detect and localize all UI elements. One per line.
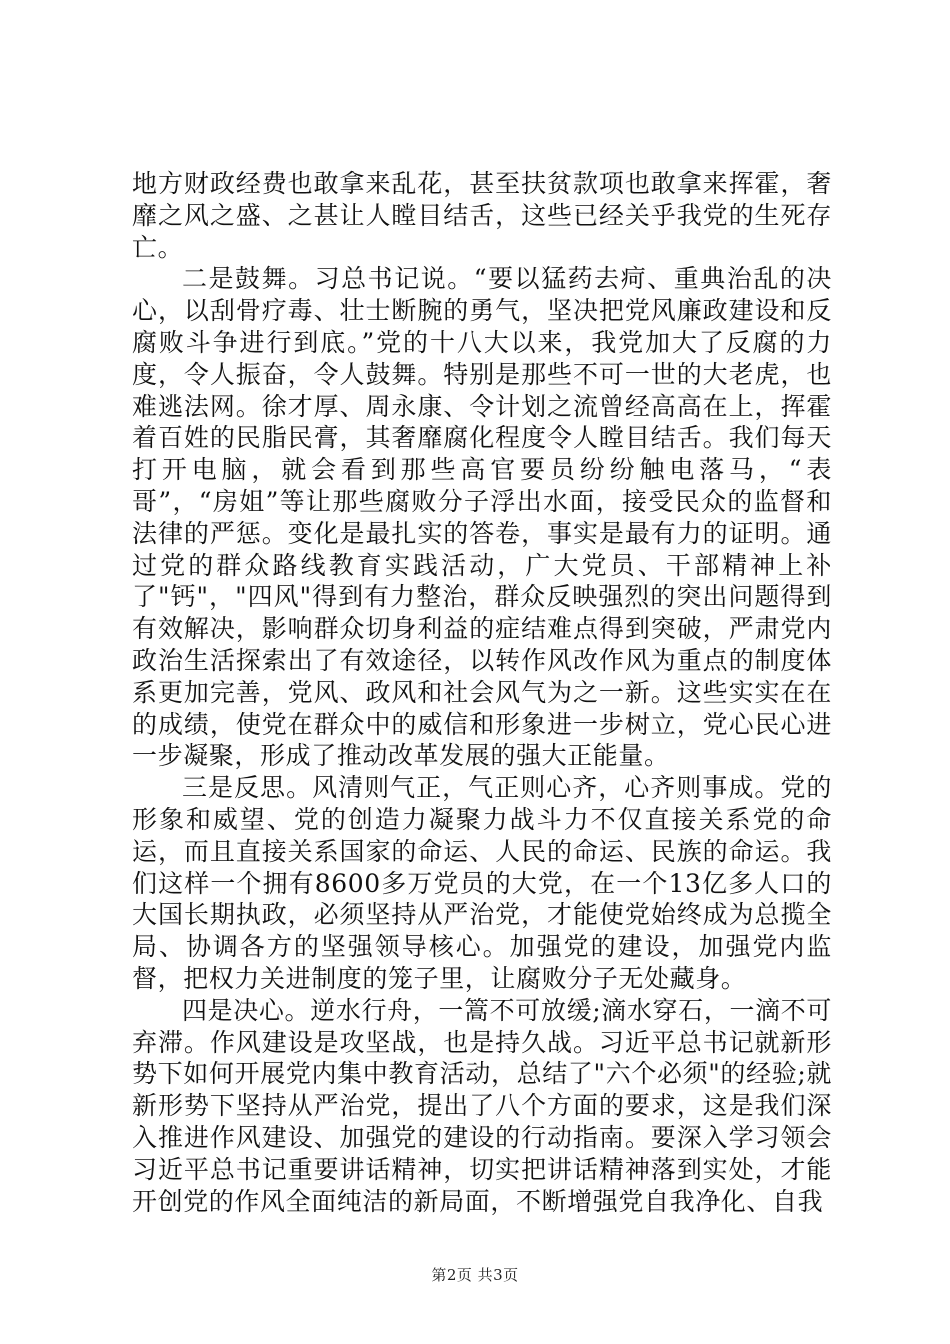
paragraph-continuation: 地方财政经费也敢拿来乱花，甚至扶贫款项也敢拿来挥霍，奢靡之风之盛、之甚让人瞠目结舌，这些已经关乎我党的生死存亡。 xyxy=(132,169,832,262)
document-body xyxy=(132,168,832,1217)
paragraph-encouragement: 二是鼓舞。习总书记说。“要以猛药去疴、重典治乱的决心，以刮骨疗毒、壮士断腕的勇气，坚决把党风廉政建设和反腐败斗争进行到底。”党的十八大以来，我党加大了反腐的力度，令人振奋，令人鼓舞。特别是那些不可一世的大老虎，也难逃法网。徐才厚、周永康、令计划之流曾经高高在上，挥霍着百姓的民脂民膏，其奢靡腐化程度令人瞠目结舌。我们每天打开电脑，就会看到那些高官要员纷纷触电落马，“表哥”，“房姐”等让那些腐败分子浮出水面，接受民众的监督和法律的严惩。变化是最扎实的答卷，事实是最有力的证明。通过党的群众路线教育实践活动，广大党员、干部精神上补了"钙"，"四风"得到有力整治，群众反映强烈的突出问题得到有效解决，影响群众切身利益的症结难点得到突破，严肃党内政治生活探索出了有效途径，以转作风改作风为重点的制度体系更加完善，党风、政风和社会风气为之一新。这些实实在在的成绩，使党在群众中的威信和形象进一步树立，党心民心进一步凝聚，形成了推动改革发展的强大正能量。 xyxy=(132,264,832,771)
page-footer: 第2页 共3页 xyxy=(431,1266,519,1284)
paragraph-determination: 四是决心。逆水行舟，一篙不可放缓;滴水穿石，一滴不可弃滞。作风建设是攻坚战，也是持久战。习近平总书记就新形势下如何开展党内集中教育活动，总结了"六个必须"的经验;就新形势下坚持从严治党，提出了八个方面的要求，这是我们深入推进作风建设、加强党的建设的行动指南。要深入学习领会习近平总书记重要讲话精神，切实把讲话精神落到实处，才能开创党的作风全面纯洁的新局面，不断增强党自我净化、自我 xyxy=(132,995,832,1216)
paragraph-reflection: 三是反思。风清则气正，气正则心齐，心齐则事成。党的形象和威望、党的创造力凝聚力战斗力不仅直接关系党的命运，而且直接关系国家的命运、人民的命运、民族的命运。我们这样一个拥有8600多万党员的大党，在一个13亿多人口的大国长期执政，必须坚持从严治党，才能使党始终成为总揽全局、协调各方的坚强领导核心。加强党的建设，加强党内监督，把权力关进制度的笼子里，让腐败分子无处藏身。 xyxy=(132,773,832,993)
